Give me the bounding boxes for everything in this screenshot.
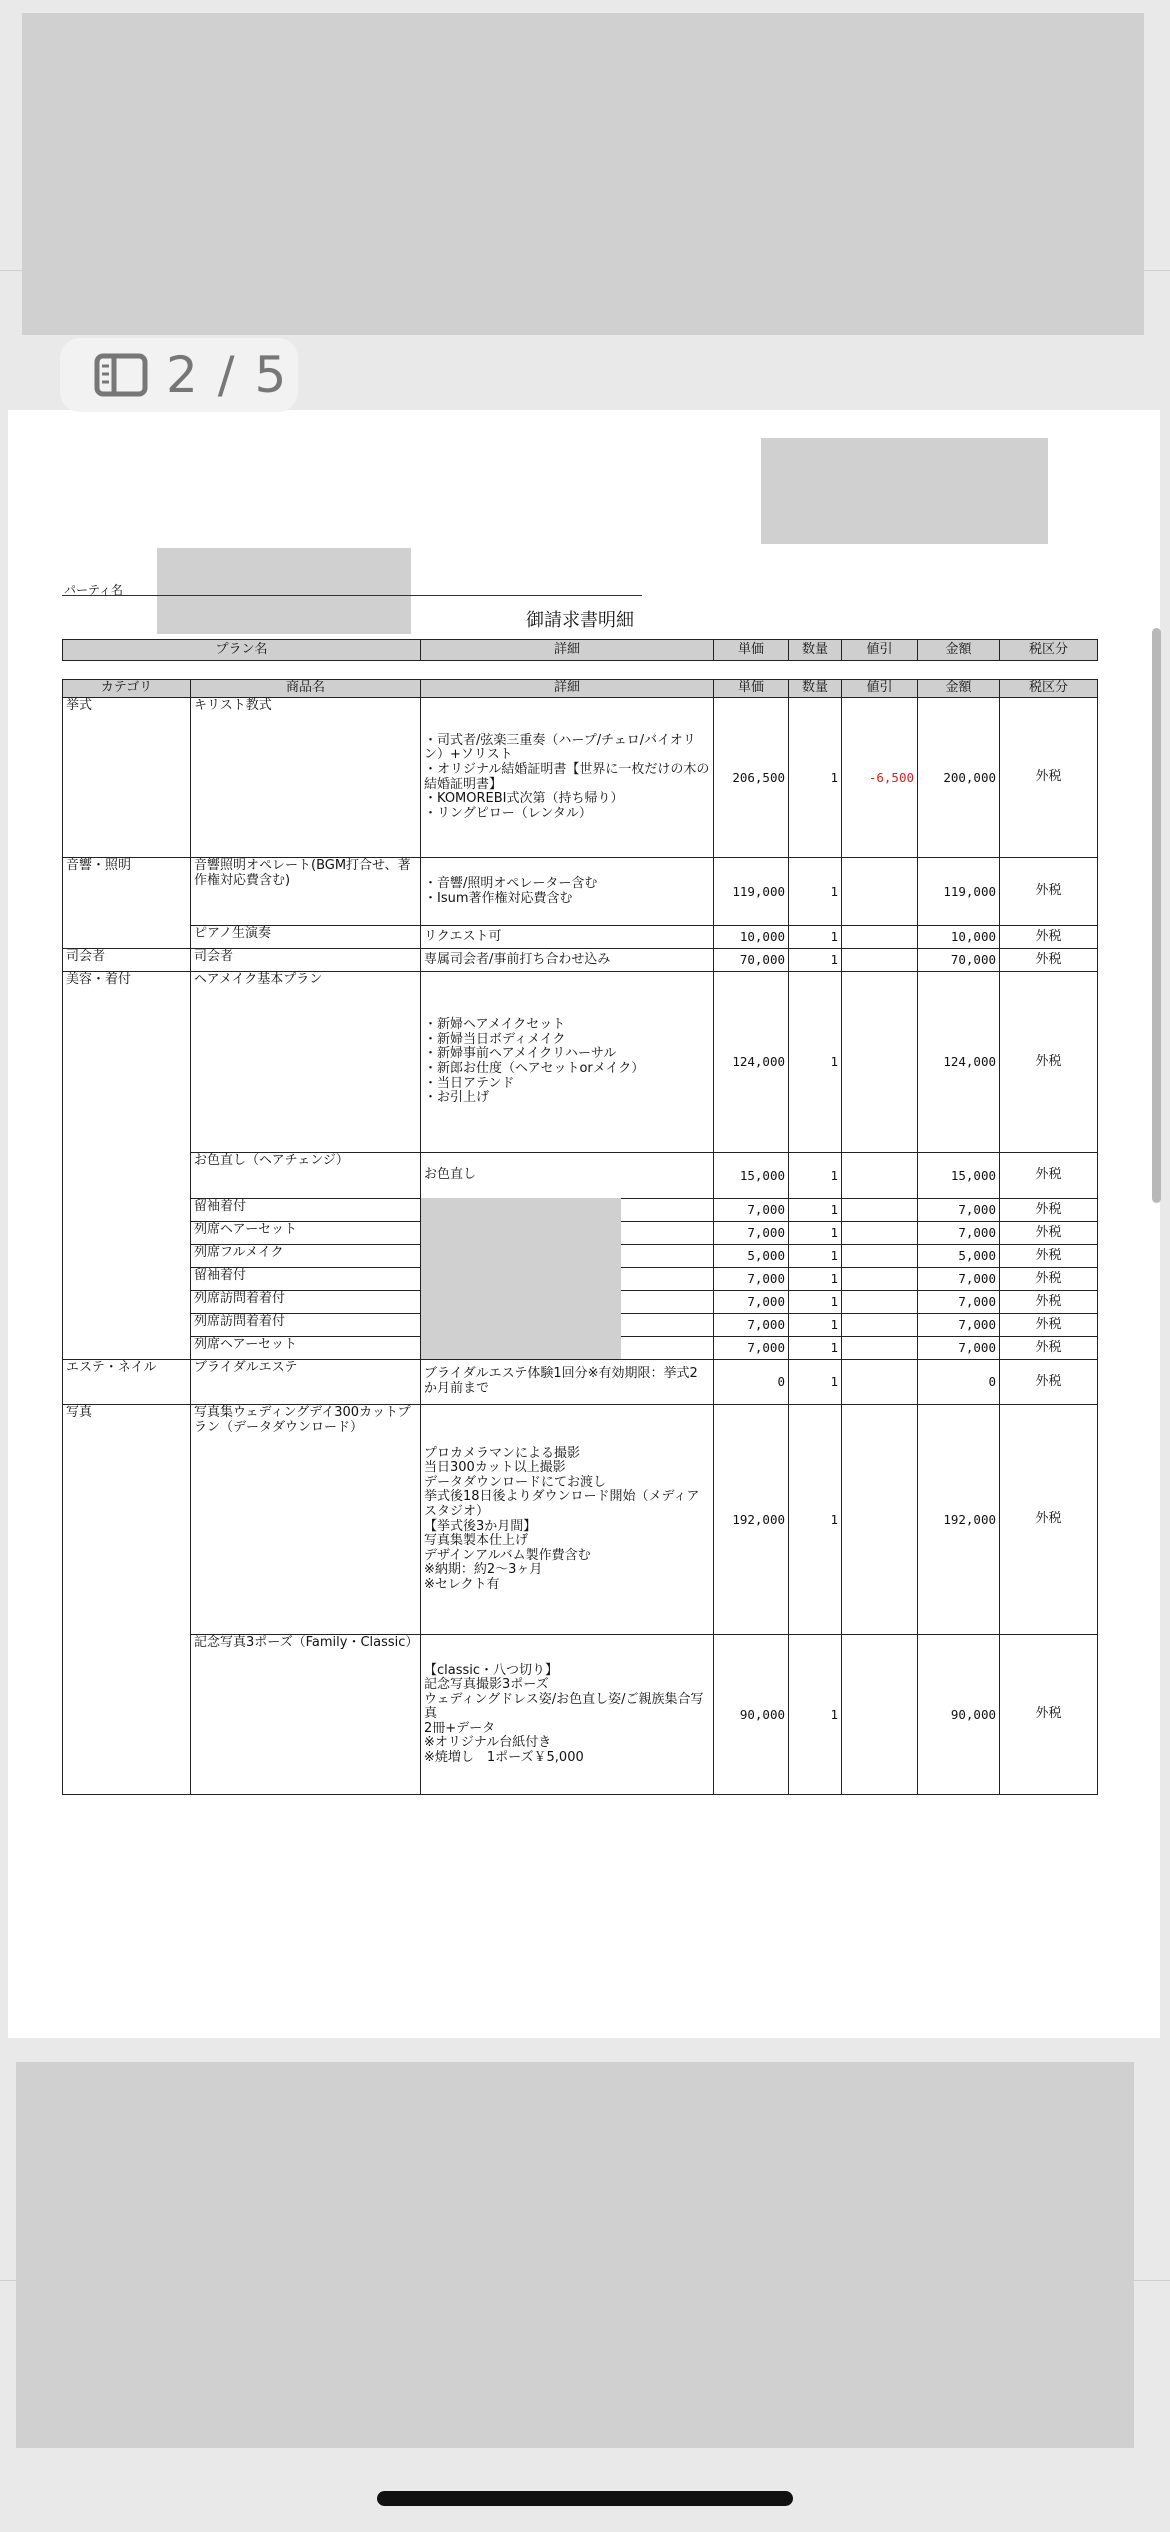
table-row	[63, 972, 1098, 1153]
quantity-cell: 1	[789, 1199, 842, 1222]
quantity-cell: 1	[789, 1245, 842, 1268]
unit-price-cell: 7,000	[714, 1268, 789, 1291]
redacted-detail-cells	[421, 1198, 621, 1359]
tax-type-cell: 外税	[1000, 1337, 1098, 1360]
detail-cell: お色直し	[421, 1153, 714, 1199]
table-row	[63, 1635, 1098, 1795]
unit-price-cell: 7,000	[714, 1314, 789, 1337]
redacted-party-name	[157, 548, 411, 634]
amount-cell: 5,000	[918, 1245, 1000, 1268]
detail-cell: 専属司会者/事前打ち合わせ込み	[421, 949, 714, 972]
redacted-next-page	[16, 2062, 1134, 2448]
discount-cell	[842, 1245, 918, 1268]
product-cell: お色直し（ヘアチェンジ）	[191, 1153, 421, 1199]
summary-header-cell: 詳細	[421, 640, 714, 661]
discount-cell	[842, 1635, 918, 1795]
quantity-cell: 1	[789, 1360, 842, 1405]
summary-header-cell: 数量	[789, 640, 842, 661]
tax-type-cell: 外税	[1000, 1314, 1098, 1337]
product-cell: 留袖着付	[191, 1268, 421, 1291]
category-cell: 写真	[63, 1405, 191, 1795]
quantity-cell: 1	[789, 1268, 842, 1291]
unit-price-cell: 7,000	[714, 1222, 789, 1245]
scrollbar[interactable]	[1152, 628, 1161, 1203]
unit-price-cell: 70,000	[714, 949, 789, 972]
discount-cell	[842, 972, 918, 1153]
tax-type-cell: 外税	[1000, 1153, 1098, 1199]
unit-price-cell: 124,000	[714, 972, 789, 1153]
amount-cell: 15,000	[918, 1153, 1000, 1199]
tax-type-cell: 外税	[1000, 1268, 1098, 1291]
product-cell: 列席ヘアーセット	[191, 1337, 421, 1360]
discount-cell	[842, 1199, 918, 1222]
column-header: 詳細	[421, 680, 714, 698]
summary-header-cell: 税区分	[1000, 640, 1098, 661]
product-cell: 列席フルメイク	[191, 1245, 421, 1268]
column-header: 税区分	[1000, 680, 1098, 698]
discount-cell	[842, 1337, 918, 1360]
table-row	[63, 949, 1098, 972]
discount-cell	[842, 858, 918, 926]
discount-cell	[842, 1360, 918, 1405]
detail-cell: リクエスト可	[421, 926, 714, 949]
tax-type-cell: 外税	[1000, 926, 1098, 949]
quantity-cell: 1	[789, 698, 842, 858]
discount-cell	[842, 949, 918, 972]
column-header: 金額	[918, 680, 1000, 698]
quantity-cell: 1	[789, 1337, 842, 1360]
unit-price-cell: 10,000	[714, 926, 789, 949]
unit-price-cell: 206,500	[714, 698, 789, 858]
unit-price-cell: 0	[714, 1360, 789, 1405]
unit-price-cell: 7,000	[714, 1199, 789, 1222]
discount-cell	[842, 1222, 918, 1245]
amount-cell: 124,000	[918, 972, 1000, 1153]
document-title: 御請求書明細	[526, 610, 634, 631]
amount-cell: 7,000	[918, 1268, 1000, 1291]
quantity-cell: 1	[789, 1291, 842, 1314]
detail-cell: ・新婦ヘアメイクセット ・新婦当日ボディメイク ・新婦事前ヘアメイクリハーサル ・新郎お仕度（ヘアセットorメイク） ・当日アテンド ・お引上げ	[421, 972, 714, 1153]
column-header: 商品名	[191, 680, 421, 698]
amount-cell: 119,000	[918, 858, 1000, 926]
unit-price-cell: 5,000	[714, 1245, 789, 1268]
product-cell: 列席ヘアーセット	[191, 1222, 421, 1245]
quantity-cell: 1	[789, 858, 842, 926]
unit-price-cell: 90,000	[714, 1635, 789, 1795]
redacted-logo	[761, 438, 1048, 544]
amount-cell: 0	[918, 1360, 1000, 1405]
tax-type-cell: 外税	[1000, 1199, 1098, 1222]
tax-type-cell: 外税	[1000, 949, 1098, 972]
product-cell: 司会者	[191, 949, 421, 972]
product-cell: 列席訪問着着付	[191, 1314, 421, 1337]
summary-header-cell: 金額	[918, 640, 1000, 661]
quantity-cell: 1	[789, 1153, 842, 1199]
tax-type-cell: 外税	[1000, 1635, 1098, 1795]
discount-cell: -6,500	[842, 698, 918, 858]
discount-cell	[842, 1405, 918, 1635]
quantity-cell: 1	[789, 1405, 842, 1635]
column-header: 値引	[842, 680, 918, 698]
product-cell: 列席訪問着着付	[191, 1291, 421, 1314]
column-header: 数量	[789, 680, 842, 698]
unit-price-cell: 7,000	[714, 1337, 789, 1360]
amount-cell: 7,000	[918, 1222, 1000, 1245]
amount-cell: 70,000	[918, 949, 1000, 972]
amount-cell: 10,000	[918, 926, 1000, 949]
product-cell: ブライダルエステ	[191, 1360, 421, 1405]
category-cell: 音響・照明	[63, 858, 191, 949]
tax-type-cell: 外税	[1000, 1360, 1098, 1405]
product-cell: 記念写真3ポーズ（Family・Classic）	[191, 1635, 421, 1795]
tax-type-cell: 外税	[1000, 1291, 1098, 1314]
discount-cell	[842, 1268, 918, 1291]
page-counter: 2 / 5	[166, 346, 289, 404]
product-cell: 音響照明オペレート(BGM打合せ、著作権対応費含む)	[191, 858, 421, 926]
tax-type-cell: 外税	[1000, 1245, 1098, 1268]
table-row	[63, 698, 1098, 858]
amount-cell: 7,000	[918, 1337, 1000, 1360]
summary-header-cell: 値引	[842, 640, 918, 661]
detail-cell: プロカメラマンによる撮影 当日300カット以上撮影 データダウンロードにてお渡し 挙式後18日後よりダウンロード開始（メディアスタジオ） 【挙式後3か月間】 写真集製本仕上げ デザインアルバム製作費含む ※納期：約2～3ヶ月 ※セレクト有	[421, 1405, 714, 1635]
quantity-cell: 1	[789, 926, 842, 949]
detail-cell: 【classic・八つ切り】 記念写真撮影3ポーズ ウェディングドレス姿/お色直し姿/ご親族集合写真 2冊+データ ※オリジナル台紙付き ※焼増し 1ポーズ￥5,000	[421, 1635, 714, 1795]
tax-type-cell: 外税	[1000, 1405, 1098, 1635]
column-header: カテゴリ	[63, 680, 191, 698]
amount-cell: 90,000	[918, 1635, 1000, 1795]
summary-header-cell: プラン名	[63, 640, 421, 661]
quantity-cell: 1	[789, 1314, 842, 1337]
category-cell: エステ・ネイル	[63, 1360, 191, 1405]
detail-cell: ブライダルエステ体験1回分※有効期限：挙式2か月前まで	[421, 1360, 714, 1405]
unit-price-cell: 7,000	[714, 1291, 789, 1314]
quantity-cell: 1	[789, 1635, 842, 1795]
table-row	[63, 926, 1098, 949]
detail-cell: ・司式者/弦楽三重奏（ハープ/チェロ/バイオリン）+ソリスト ・オリジナル結婚証明書【世界に一枚だけの木の結婚証明書】 ・KOMOREBI式次第（持ち帰り） ・リングピロー（レンタル）	[421, 698, 714, 858]
detail-cell: ・音響/照明オペレーター含む ・Isum著作権対応費含む	[421, 858, 714, 926]
party-name-label: パーティ名	[64, 583, 124, 597]
page-indicator[interactable]	[60, 338, 298, 412]
table-row	[63, 1153, 1098, 1199]
product-cell: ヘアメイク基本プラン	[191, 972, 421, 1153]
summary-header-cell: 単価	[714, 640, 789, 661]
party-name-underline	[62, 595, 642, 596]
redacted-previous-page	[22, 13, 1144, 335]
unit-price-cell: 192,000	[714, 1405, 789, 1635]
tax-type-cell: 外税	[1000, 698, 1098, 858]
home-indicator[interactable]	[377, 2491, 793, 2506]
quantity-cell: 1	[789, 1222, 842, 1245]
unit-price-cell: 119,000	[714, 858, 789, 926]
tax-type-cell: 外税	[1000, 972, 1098, 1153]
discount-cell	[842, 926, 918, 949]
tax-type-cell: 外税	[1000, 858, 1098, 926]
discount-cell	[842, 1153, 918, 1199]
plan-summary-header	[62, 639, 1098, 661]
category-cell: 美容・着付	[63, 972, 191, 1360]
product-cell: 留袖着付	[191, 1199, 421, 1222]
amount-cell: 7,000	[918, 1314, 1000, 1337]
amount-cell: 192,000	[918, 1405, 1000, 1635]
product-cell: キリスト教式	[191, 698, 421, 858]
table-row	[63, 858, 1098, 926]
column-header: 単価	[714, 680, 789, 698]
category-cell: 挙式	[63, 698, 191, 858]
product-cell: ピアノ生演奏	[191, 926, 421, 949]
table-row	[63, 1405, 1098, 1635]
tax-type-cell: 外税	[1000, 1222, 1098, 1245]
product-cell: 写真集ウェディングデイ300カットプラン（データダウンロード）	[191, 1405, 421, 1635]
sidebar-icon	[94, 353, 148, 397]
quantity-cell: 1	[789, 972, 842, 1153]
table-row	[63, 1360, 1098, 1405]
quantity-cell: 1	[789, 949, 842, 972]
amount-cell: 200,000	[918, 698, 1000, 858]
amount-cell: 7,000	[918, 1291, 1000, 1314]
discount-cell	[842, 1314, 918, 1337]
unit-price-cell: 15,000	[714, 1153, 789, 1199]
amount-cell: 7,000	[918, 1199, 1000, 1222]
discount-cell	[842, 1291, 918, 1314]
category-cell: 司会者	[63, 949, 191, 972]
